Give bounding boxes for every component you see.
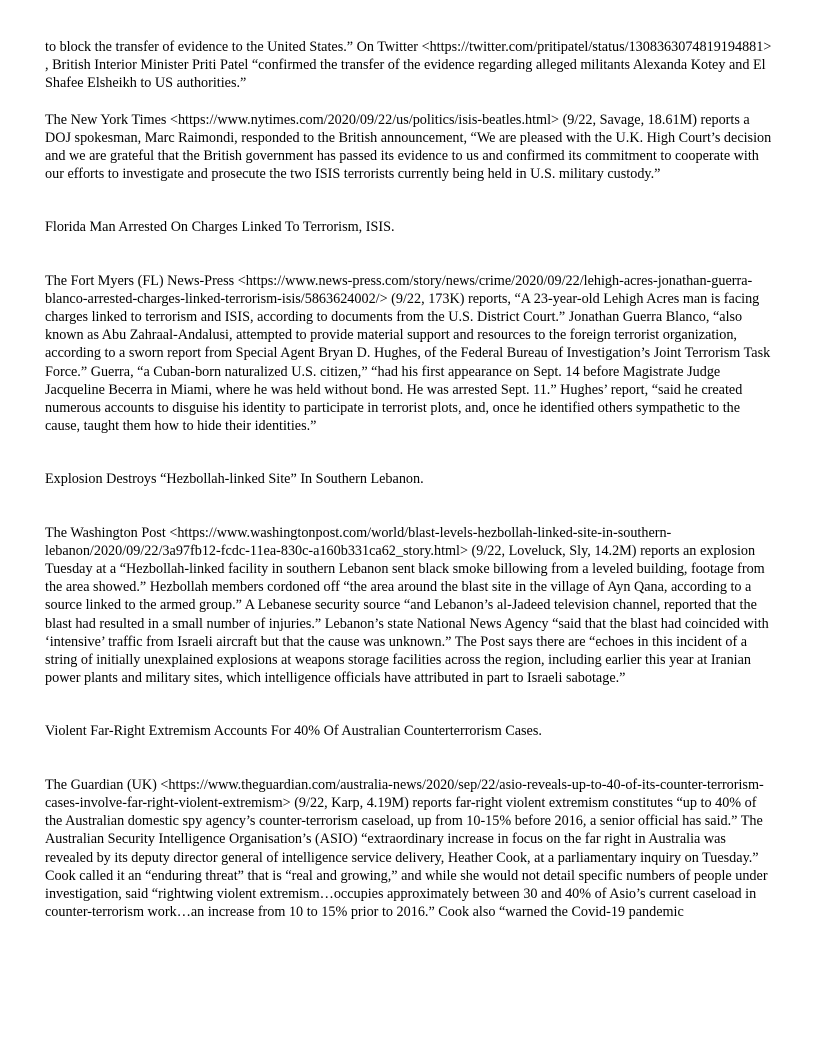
spacer bbox=[45, 93, 775, 111]
paragraph-evidence-transfer: to block the transfer of evidence to the United States.” On Twitter <https://twitter.com/pritipatel/status/1308363074819194881> , British Interior Minister Priti Patel “confirmed the transfer of the evidence regarding alleged militants Alexanda Kotey and El Shafee Elsheikh to US authorities.” bbox=[45, 39, 772, 92]
paragraph-washington-post: The Washington Post <https://www.washingtonpost.com/world/blast-levels-hezbollah-linked-site-in-southern-lebanon/2020/09/22/3a97fb12-fcdc-11ea-830c-a160b331ca62_story.html> (9/22, Loveluck, Sly, 14.2M) reports an explosion Tuesday at a “Hezbollah-linked facility in southern Lebanon sent black smoke billowing from a leveled building, footage from the area showed.” Hezbollah members cordoned off “the area around the blast site in the village of Ayn Qana, according to a source linked to the armed group.” A Lebanese security source “and Lebanon’s al-Jadeed television channel, reported that the blast had resulted in a small number of injuries.” Lebanon’s state National News Agency “said that the blast had coincided with ‘intensive’ traffic from Israeli aircraft but that the cause was unknown.” The Post says there are “echoes in this incident of a string of initially unexplained explosions at weapons storage facilities across the region, including earlier this year at Iranian power plants and military sites, which intelligence officials have attributed in part to Israeli sabotage.” bbox=[45, 524, 769, 687]
headline-hezbollah-explosion: Explosion Destroys “Hezbollah-linked Site” In Southern Lebanon. bbox=[45, 471, 424, 488]
paragraph-fort-myers: The Fort Myers (FL) News-Press <https://www.news-press.com/story/news/crime/2020/09/22/lehigh-acres-jonathan-guerra-blanco-arrested-charges-linked-terrorism-isis/5863624002/> (9/22, 173K) reports, “A 23-year-old Lehigh Acres man is facing charges linked to terrorism and ISIS, according to documents from the U.S. District Court.” Jonathan Guerra Blanco, “also known as Abu Zahraal-Andalusi, attempted to provide material support and resources to the foreign terrorist organization, according to a sworn report from Special Agent Bryan D. Hughes, of the Federal Bureau of Investigation’s Joint Terrorism Task Force.” Guerra, “a Cuban-born naturalized U.S. citizen,” “had his first appearance on Sept. 14 before Magistrate Judge Jacqueline Becerra in Miami, where he was held without bond. He was arrested Sept. 11.” Hughes’ report, “said he created numerous accounts to disguise his identity to participate in terrorist plots, and, once he identified others sympathetic to the cause, taught them how to hide their identities.” bbox=[45, 272, 771, 435]
headline-australia-extremism: Violent Far-Right Extremism Accounts For 40% Of Australian Counterterrorism Cases. bbox=[45, 723, 542, 740]
paragraph-guardian: The Guardian (UK) <https://www.theguardian.com/australia-news/2020/sep/22/asio-reveals-up-to-40-of-its-counter-terrorism-cases-involve-far-right-violent-extremism> (9/22, Karp, 4.19M) reports far-right violent extremism constitutes “up to 40% of the Australian domestic spy agency’s counter-terrorism caseload, up from 10-15% before 2016, a senior official has said.” The Australian Security Intelligence Organisation’s (ASIO) “extraordinary increase in focus on the far right in Australia was revealed by its deputy director general of intelligence service delivery, Heather Cook, at a parliamentary inquiry on Tuesday.” Cook called it an “enduring threat” that is “real and growing,” and while she would not detail specific numbers of people under investigation, said “rightwing violent extremism…occupies approximately between 30 and 40% of Asio’s current caseload in counter-terrorism work…an increase from 10 to 15% prior to 2016.” Cook also “warned the Covid-19 pandemic bbox=[45, 776, 768, 921]
document-page bbox=[45, 38, 775, 921]
spacer bbox=[45, 687, 775, 722]
headline-florida-man: Florida Man Arrested On Charges Linked To Terrorism, ISIS. bbox=[45, 219, 395, 236]
spacer bbox=[45, 489, 775, 524]
spacer bbox=[45, 435, 775, 470]
spacer bbox=[45, 237, 775, 272]
paragraph-nyt-doj: The New York Times <https://www.nytimes.com/2020/09/22/us/politics/isis-beatles.html> (9/22, Savage, 18.61M) reports a DOJ spokesman, Marc Raimondi, responded to the British announcement, “We are pleased with the U.K. High Court’s decision and we are grateful that the British government has passed its evidence to us and confirmed its commitment to cooperate with our efforts to investigate and prosecute the two ISIS terrorists currently being held in U.S. military custody.” bbox=[45, 111, 772, 183]
spacer bbox=[45, 741, 775, 776]
spacer bbox=[45, 183, 775, 218]
